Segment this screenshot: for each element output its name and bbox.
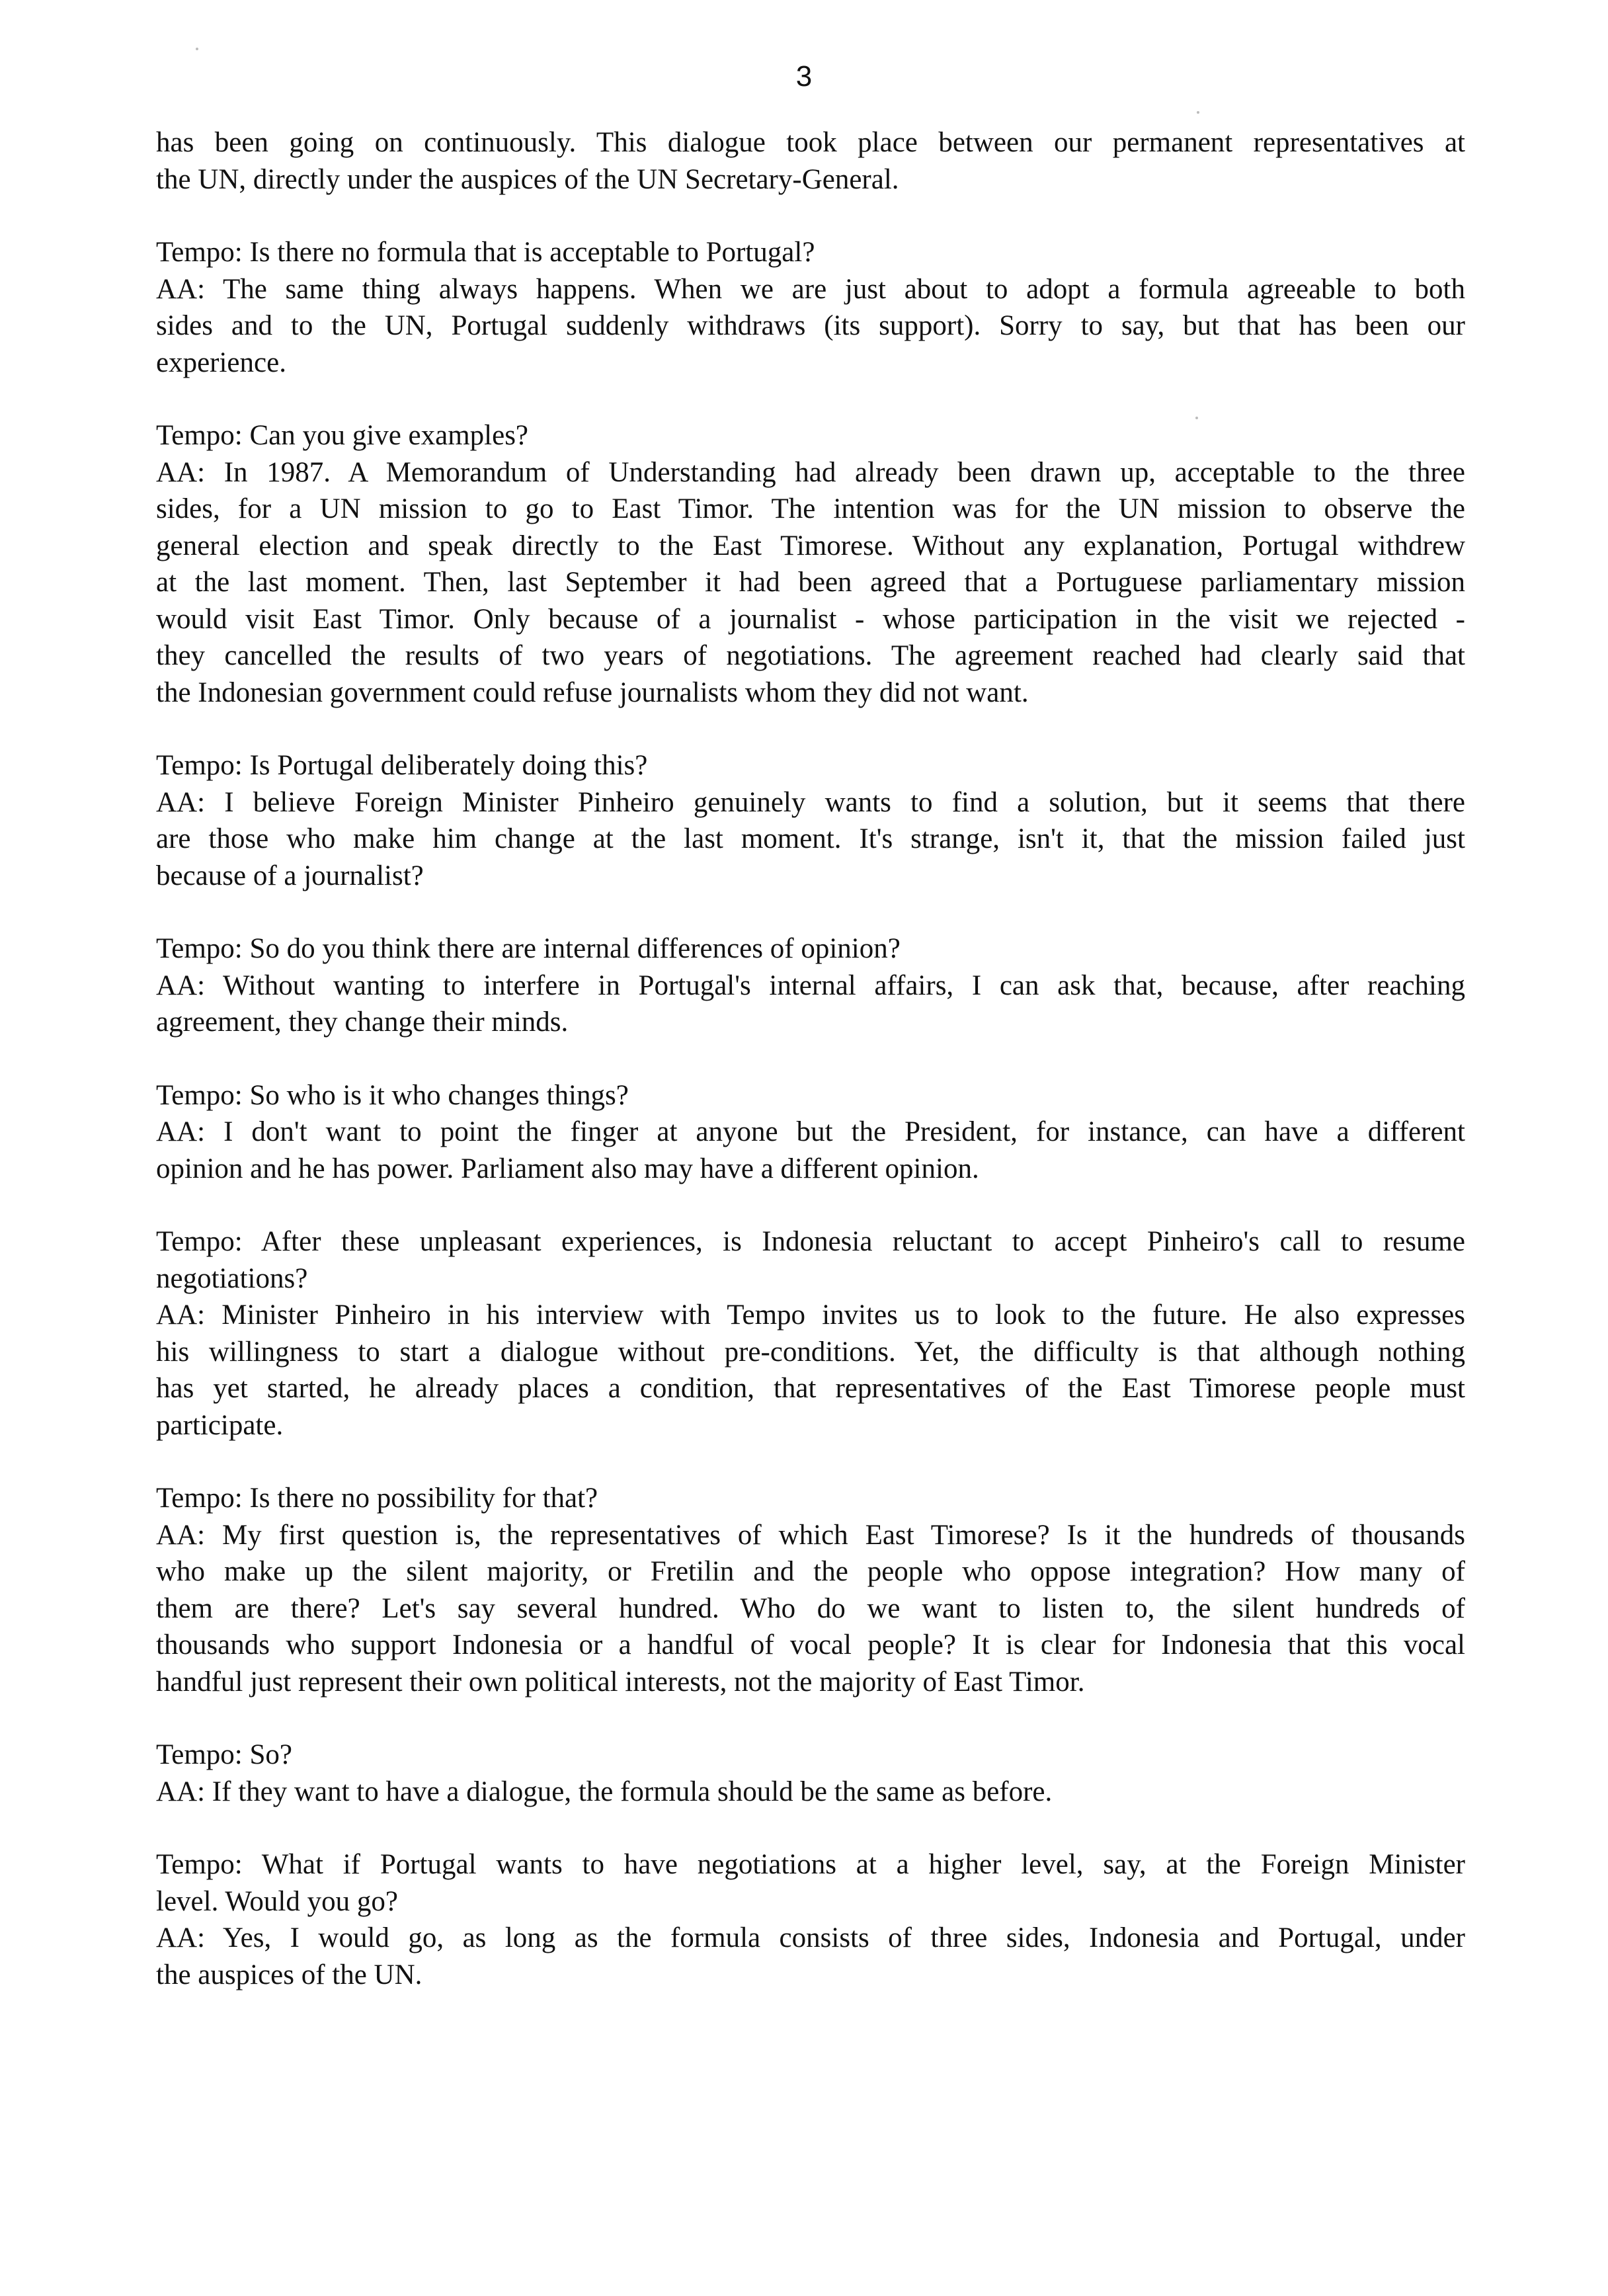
text-line: would visit East Timor. Only because of a journalist - whose participation in the visit we rejected - [156, 603, 1465, 635]
text-line: experience. [156, 347, 286, 378]
text-line: level. Would you go? [156, 1885, 398, 1917]
document-body [156, 124, 1465, 2030]
text-line: who make up the silent majority, or Fretilin and the people who oppose integration? How many of [156, 1556, 1465, 1587]
scan-speck [1197, 111, 1199, 114]
qa-paragraph [156, 1846, 1465, 1993]
text-line: AA: Minister Pinheiro in his interview with Tempo invites us to look to the future. He also expresses [156, 1299, 1465, 1331]
text-line: AA: If they want to have a dialogue, the formula should be the same as before. [156, 1776, 1053, 1807]
qa-paragraph [156, 930, 1465, 1041]
text-line: AA: In 1987. A Memorandum of Understanding had already been drawn up, acceptable to the three [156, 456, 1465, 488]
text-line: AA: Without wanting to interfere in Portugal's internal affairs, I can ask that, because, after reaching [156, 969, 1465, 1001]
text-line: opinion and he has power. Parliament also may have a different opinion. [156, 1153, 979, 1184]
text-line: are those who make him change at the last moment. It's strange, isn't it, that the mission failed just [156, 823, 1465, 854]
text-line: them are there? Let's say several hundred. Who do we want to listen to, the silent hundreds of [156, 1592, 1465, 1624]
text-line: AA: I don't want to point the finger at anyone but the President, for instance, can have a different [156, 1116, 1465, 1147]
text-line: general election and speak directly to the East Timorese. Without any explanation, Portugal withdrew [156, 530, 1465, 561]
text-line: Tempo: Is there no formula that is acceptable to Portugal? [156, 237, 815, 268]
text-line: Tempo: What if Portugal wants to have negotiations at a higher level, say, at the Foreign Minister [156, 1849, 1465, 1880]
text-line: Tempo: So? [156, 1739, 292, 1770]
scan-speck [196, 48, 198, 50]
text-line: Tempo: After these unpleasant experiences, is Indonesia reluctant to accept Pinheiro's call to resume [156, 1226, 1465, 1257]
text-line: they cancelled the results of two years of negotiations. The agreement reached had clearly said that [156, 640, 1465, 671]
text-line: participate. [156, 1409, 284, 1441]
text-line: Tempo: Is Portugal deliberately doing this? [156, 750, 648, 781]
text-line: sides, for a UN mission to go to East Timor. The intention was for the UN mission to observe the [156, 493, 1465, 524]
text-line: has yet started, he already places a condition, that representatives of the East Timorese people must [156, 1373, 1465, 1404]
text-line: Tempo: So who is it who changes things? [156, 1079, 629, 1111]
qa-paragraph [156, 417, 1465, 711]
qa-paragraph [156, 1223, 1465, 1444]
page-number: 3 [795, 60, 813, 93]
text-line: the UN, directly under the auspices of the UN Secretary-General. [156, 163, 899, 195]
text-line: AA: The same thing always happens. When we are just about to adopt a formula agreeable to both [156, 273, 1465, 305]
text-line: the auspices of the UN. [156, 1959, 422, 1990]
text-line: AA: Yes, I would go, as long as the formula consists of three sides, Indonesia and Portugal, under [156, 1922, 1465, 1953]
scan-speck [1195, 417, 1198, 419]
text-line: Tempo: Can you give examples? [156, 420, 529, 451]
qa-paragraph [156, 1480, 1465, 1700]
text-line: has been going on continuously. This dialogue took place between our permanent representatives at [156, 127, 1465, 158]
text-line: Tempo: Is there no possibility for that? [156, 1483, 598, 1514]
qa-paragraph [156, 1737, 1465, 1810]
qa-paragraph [156, 124, 1465, 198]
text-line: the Indonesian government could refuse journalists whom they did not want. [156, 676, 1029, 708]
text-line: AA: I believe Foreign Minister Pinheiro genuinely wants to find a solution, but it seems that there [156, 786, 1465, 818]
text-line: his willingness to start a dialogue without pre-conditions. Yet, the difficulty is that although nothing [156, 1336, 1465, 1368]
qa-paragraph [156, 747, 1465, 894]
text-line: agreement, they change their minds. [156, 1006, 569, 1038]
qa-paragraph [156, 1077, 1465, 1188]
text-line: because of a journalist? [156, 860, 424, 891]
text-line: at the last moment. Then, last September it had been agreed that a Portuguese parliamentary mission [156, 567, 1465, 598]
text-line: AA: My first question is, the representatives of which East Timorese? Is it the hundreds of thousands [156, 1519, 1465, 1551]
text-line: Tempo: So do you think there are internal differences of opinion? [156, 933, 901, 964]
text-line: thousands who support Indonesia or a handful of vocal people? It is clear for Indonesia that this vocal [156, 1629, 1465, 1660]
qa-paragraph [156, 234, 1465, 381]
text-line: handful just represent their own political interests, not the majority of East Timor. [156, 1666, 1085, 1698]
text-line: negotiations? [156, 1262, 308, 1294]
text-line: sides and to the UN, Portugal suddenly withdraws (its support). Sorry to say, but that has been our [156, 310, 1465, 341]
